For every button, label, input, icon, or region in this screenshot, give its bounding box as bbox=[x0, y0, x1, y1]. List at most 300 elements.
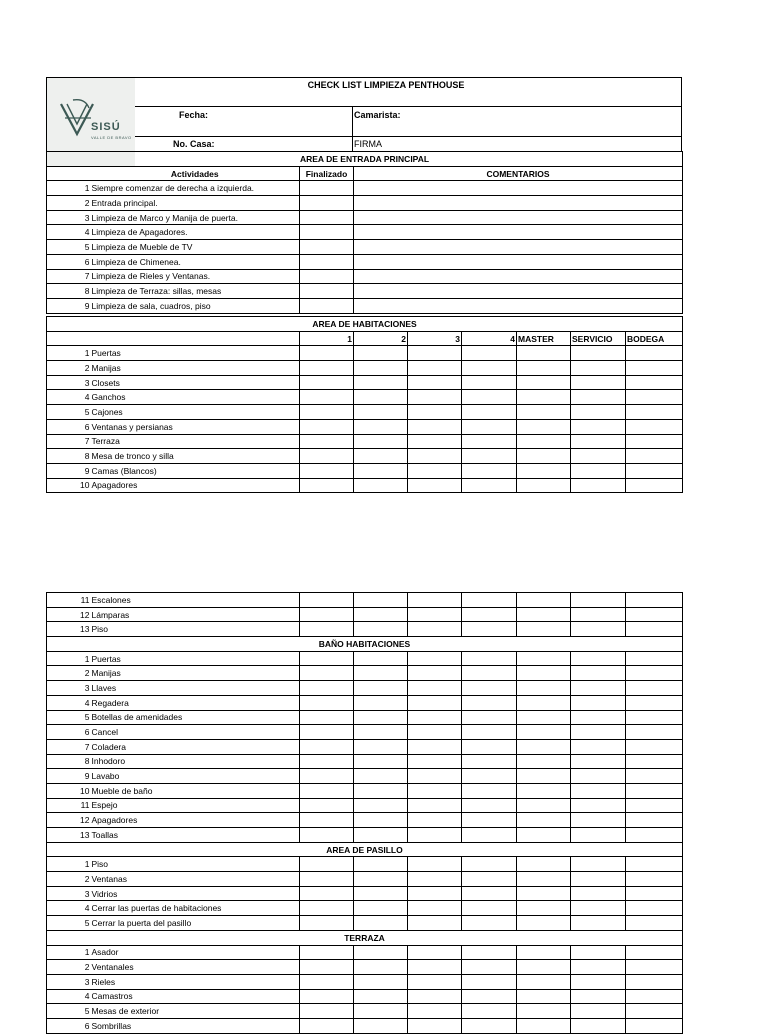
check-cell[interactable] bbox=[300, 346, 354, 361]
check-cell[interactable] bbox=[626, 478, 683, 493]
check-cell[interactable] bbox=[300, 945, 354, 960]
check-cell[interactable] bbox=[408, 783, 462, 798]
check-cell[interactable] bbox=[571, 666, 626, 681]
check-cell[interactable] bbox=[571, 434, 626, 449]
comentarios-cell[interactable] bbox=[354, 298, 683, 313]
check-cell[interactable] bbox=[300, 593, 354, 608]
check-cell[interactable] bbox=[300, 681, 354, 696]
check-cell[interactable] bbox=[300, 857, 354, 872]
check-cell[interactable] bbox=[300, 390, 354, 405]
check-cell[interactable] bbox=[571, 769, 626, 784]
check-cell[interactable] bbox=[300, 405, 354, 420]
check-cell[interactable] bbox=[462, 710, 517, 725]
check-cell[interactable] bbox=[408, 857, 462, 872]
check-cell[interactable] bbox=[408, 434, 462, 449]
check-cell[interactable] bbox=[571, 1018, 626, 1033]
check-cell[interactable] bbox=[354, 651, 408, 666]
check-cell[interactable] bbox=[354, 622, 408, 637]
check-cell[interactable] bbox=[626, 916, 683, 931]
comentarios-cell[interactable] bbox=[354, 284, 683, 299]
check-cell[interactable] bbox=[517, 783, 571, 798]
check-cell[interactable] bbox=[408, 651, 462, 666]
comentarios-cell[interactable] bbox=[354, 269, 683, 284]
check-cell[interactable] bbox=[300, 375, 354, 390]
check-cell[interactable] bbox=[571, 798, 626, 813]
check-cell[interactable] bbox=[408, 916, 462, 931]
check-cell[interactable] bbox=[462, 974, 517, 989]
check-cell[interactable] bbox=[462, 651, 517, 666]
check-cell[interactable] bbox=[626, 710, 683, 725]
check-cell[interactable] bbox=[626, 783, 683, 798]
check-cell[interactable] bbox=[354, 390, 408, 405]
check-cell[interactable] bbox=[462, 666, 517, 681]
check-cell[interactable] bbox=[408, 478, 462, 493]
check-cell[interactable] bbox=[408, 622, 462, 637]
check-cell[interactable] bbox=[626, 769, 683, 784]
check-cell[interactable] bbox=[626, 622, 683, 637]
check-cell[interactable] bbox=[354, 974, 408, 989]
check-cell[interactable] bbox=[462, 945, 517, 960]
check-cell[interactable] bbox=[571, 346, 626, 361]
check-cell[interactable] bbox=[408, 769, 462, 784]
check-cell[interactable] bbox=[408, 405, 462, 420]
check-cell[interactable] bbox=[517, 769, 571, 784]
check-cell[interactable] bbox=[517, 725, 571, 740]
check-cell[interactable] bbox=[300, 449, 354, 464]
row-label: Botellas de amenidades bbox=[91, 710, 300, 725]
check-cell[interactable] bbox=[408, 346, 462, 361]
check-cell[interactable] bbox=[354, 593, 408, 608]
row-label: Apagadores bbox=[91, 813, 300, 828]
check-cell[interactable] bbox=[626, 886, 683, 901]
check-cell[interactable] bbox=[300, 710, 354, 725]
check-cell[interactable] bbox=[462, 1004, 517, 1019]
check-cell[interactable] bbox=[626, 695, 683, 710]
check-cell[interactable] bbox=[300, 622, 354, 637]
check-cell[interactable] bbox=[517, 872, 571, 887]
check-cell[interactable] bbox=[408, 813, 462, 828]
check-cell[interactable] bbox=[354, 989, 408, 1004]
check-cell[interactable] bbox=[517, 346, 571, 361]
check-cell[interactable] bbox=[571, 886, 626, 901]
check-cell[interactable] bbox=[626, 725, 683, 740]
check-cell[interactable] bbox=[517, 739, 571, 754]
check-cell[interactable] bbox=[517, 593, 571, 608]
check-cell[interactable] bbox=[626, 945, 683, 960]
check-cell[interactable] bbox=[300, 872, 354, 887]
check-cell[interactable] bbox=[626, 1004, 683, 1019]
check-cell[interactable] bbox=[300, 434, 354, 449]
check-cell[interactable] bbox=[408, 754, 462, 769]
check-cell[interactable] bbox=[300, 989, 354, 1004]
col-header: MASTER bbox=[517, 331, 571, 346]
check-cell[interactable] bbox=[300, 361, 354, 376]
check-cell[interactable] bbox=[462, 901, 517, 916]
comentarios-cell[interactable] bbox=[354, 254, 683, 269]
finalizado-cell[interactable] bbox=[300, 284, 354, 299]
check-cell[interactable] bbox=[354, 607, 408, 622]
check-cell[interactable] bbox=[354, 916, 408, 931]
check-cell[interactable] bbox=[517, 375, 571, 390]
check-cell[interactable] bbox=[571, 989, 626, 1004]
check-cell[interactable] bbox=[517, 463, 571, 478]
check-cell[interactable] bbox=[571, 813, 626, 828]
check-cell[interactable] bbox=[300, 651, 354, 666]
check-cell[interactable] bbox=[571, 1004, 626, 1019]
check-cell[interactable] bbox=[354, 725, 408, 740]
check-cell[interactable] bbox=[571, 974, 626, 989]
check-cell[interactable] bbox=[571, 651, 626, 666]
row-number: 13 bbox=[47, 622, 91, 637]
check-cell[interactable] bbox=[462, 813, 517, 828]
check-cell[interactable] bbox=[517, 419, 571, 434]
row-number: 9 bbox=[47, 463, 91, 478]
check-cell[interactable] bbox=[462, 754, 517, 769]
check-cell[interactable] bbox=[408, 419, 462, 434]
check-cell[interactable] bbox=[354, 666, 408, 681]
check-cell[interactable] bbox=[517, 361, 571, 376]
check-cell[interactable] bbox=[517, 813, 571, 828]
check-cell[interactable] bbox=[462, 622, 517, 637]
check-cell[interactable] bbox=[354, 478, 408, 493]
check-cell[interactable] bbox=[300, 813, 354, 828]
check-cell[interactable] bbox=[354, 419, 408, 434]
col-header: BODEGA bbox=[626, 331, 683, 346]
check-cell[interactable] bbox=[626, 346, 683, 361]
check-cell[interactable] bbox=[571, 695, 626, 710]
check-cell[interactable] bbox=[408, 390, 462, 405]
check-cell[interactable] bbox=[300, 1018, 354, 1033]
check-cell[interactable] bbox=[462, 405, 517, 420]
check-cell[interactable] bbox=[626, 739, 683, 754]
row-number: 1 bbox=[47, 346, 91, 361]
check-cell[interactable] bbox=[354, 872, 408, 887]
check-cell[interactable] bbox=[408, 681, 462, 696]
check-cell[interactable] bbox=[626, 974, 683, 989]
check-cell[interactable] bbox=[300, 769, 354, 784]
check-cell[interactable] bbox=[462, 769, 517, 784]
habitaciones-table bbox=[46, 316, 683, 493]
check-cell[interactable] bbox=[462, 361, 517, 376]
check-cell[interactable] bbox=[300, 695, 354, 710]
check-cell[interactable] bbox=[462, 478, 517, 493]
table-row bbox=[47, 478, 683, 493]
check-cell[interactable] bbox=[408, 710, 462, 725]
check-cell[interactable] bbox=[571, 945, 626, 960]
check-cell[interactable] bbox=[354, 346, 408, 361]
check-cell[interactable] bbox=[462, 916, 517, 931]
check-cell[interactable] bbox=[300, 419, 354, 434]
check-cell[interactable] bbox=[571, 390, 626, 405]
check-cell[interactable] bbox=[462, 886, 517, 901]
check-cell[interactable] bbox=[462, 463, 517, 478]
comentarios-cell[interactable] bbox=[354, 196, 683, 211]
check-cell[interactable] bbox=[354, 463, 408, 478]
check-cell[interactable] bbox=[462, 434, 517, 449]
check-cell[interactable] bbox=[626, 449, 683, 464]
check-cell[interactable] bbox=[517, 828, 571, 843]
check-cell[interactable] bbox=[571, 478, 626, 493]
row-label: Puertas bbox=[91, 346, 300, 361]
check-cell[interactable] bbox=[462, 739, 517, 754]
check-cell[interactable] bbox=[354, 798, 408, 813]
check-cell[interactable] bbox=[408, 449, 462, 464]
check-cell[interactable] bbox=[354, 769, 408, 784]
check-cell[interactable] bbox=[354, 783, 408, 798]
check-cell[interactable] bbox=[626, 989, 683, 1004]
check-cell[interactable] bbox=[462, 607, 517, 622]
check-cell[interactable] bbox=[462, 960, 517, 975]
check-cell[interactable] bbox=[626, 361, 683, 376]
check-cell[interactable] bbox=[408, 901, 462, 916]
check-cell[interactable] bbox=[571, 622, 626, 637]
check-cell[interactable] bbox=[408, 974, 462, 989]
col-comentarios: COMENTARIOS bbox=[354, 166, 683, 181]
finalizado-cell[interactable] bbox=[300, 210, 354, 225]
check-cell[interactable] bbox=[300, 798, 354, 813]
check-cell[interactable] bbox=[626, 375, 683, 390]
check-cell[interactable] bbox=[462, 390, 517, 405]
check-cell[interactable] bbox=[626, 419, 683, 434]
table-row bbox=[47, 974, 683, 989]
check-cell[interactable] bbox=[571, 593, 626, 608]
check-cell[interactable] bbox=[300, 916, 354, 931]
check-cell[interactable] bbox=[571, 916, 626, 931]
check-cell[interactable] bbox=[300, 754, 354, 769]
check-cell[interactable] bbox=[626, 434, 683, 449]
check-cell[interactable] bbox=[517, 651, 571, 666]
check-cell[interactable] bbox=[571, 725, 626, 740]
check-cell[interactable] bbox=[571, 607, 626, 622]
finalizado-cell[interactable] bbox=[300, 240, 354, 255]
check-cell[interactable] bbox=[300, 960, 354, 975]
check-cell[interactable] bbox=[300, 725, 354, 740]
check-cell[interactable] bbox=[517, 989, 571, 1004]
check-cell[interactable] bbox=[626, 651, 683, 666]
check-cell[interactable] bbox=[571, 405, 626, 420]
check-cell[interactable] bbox=[626, 857, 683, 872]
check-cell[interactable] bbox=[300, 478, 354, 493]
check-cell[interactable] bbox=[462, 695, 517, 710]
row-label: Apagadores bbox=[91, 478, 300, 493]
check-cell[interactable] bbox=[571, 710, 626, 725]
row-label: Mesa de tronco y silla bbox=[91, 449, 300, 464]
check-cell[interactable] bbox=[354, 828, 408, 843]
finalizado-cell[interactable] bbox=[300, 269, 354, 284]
check-cell[interactable] bbox=[517, 1004, 571, 1019]
check-cell[interactable] bbox=[354, 1018, 408, 1033]
check-cell[interactable] bbox=[354, 710, 408, 725]
check-cell[interactable] bbox=[626, 1018, 683, 1033]
check-cell[interactable] bbox=[571, 783, 626, 798]
check-cell[interactable] bbox=[354, 857, 408, 872]
check-cell[interactable] bbox=[408, 960, 462, 975]
check-cell[interactable] bbox=[462, 798, 517, 813]
check-cell[interactable] bbox=[462, 593, 517, 608]
check-cell[interactable] bbox=[571, 754, 626, 769]
section-bano-title: BAÑO HABITACIONES bbox=[47, 637, 683, 652]
check-cell[interactable] bbox=[300, 828, 354, 843]
check-cell[interactable] bbox=[408, 607, 462, 622]
check-cell[interactable] bbox=[462, 449, 517, 464]
comentarios-cell[interactable] bbox=[354, 181, 683, 196]
row-number: 5 bbox=[47, 240, 91, 255]
check-cell[interactable] bbox=[408, 739, 462, 754]
check-cell[interactable] bbox=[626, 813, 683, 828]
check-cell[interactable] bbox=[517, 901, 571, 916]
check-cell[interactable] bbox=[354, 901, 408, 916]
comentarios-cell[interactable] bbox=[354, 210, 683, 225]
row-number: 11 bbox=[47, 593, 91, 608]
check-cell[interactable] bbox=[300, 666, 354, 681]
check-cell[interactable] bbox=[354, 695, 408, 710]
check-cell[interactable] bbox=[517, 886, 571, 901]
check-cell[interactable] bbox=[462, 725, 517, 740]
check-cell[interactable] bbox=[354, 405, 408, 420]
check-cell[interactable] bbox=[354, 681, 408, 696]
check-cell[interactable] bbox=[571, 449, 626, 464]
continuation-table bbox=[46, 592, 683, 1034]
check-cell[interactable] bbox=[354, 960, 408, 975]
check-cell[interactable] bbox=[517, 695, 571, 710]
check-cell[interactable] bbox=[462, 857, 517, 872]
check-cell[interactable] bbox=[626, 754, 683, 769]
comentarios-cell[interactable] bbox=[354, 225, 683, 240]
check-cell[interactable] bbox=[517, 857, 571, 872]
check-cell[interactable] bbox=[408, 593, 462, 608]
check-cell[interactable] bbox=[300, 1004, 354, 1019]
check-cell[interactable] bbox=[300, 463, 354, 478]
check-cell[interactable] bbox=[517, 916, 571, 931]
check-cell[interactable] bbox=[354, 1004, 408, 1019]
finalizado-cell[interactable] bbox=[300, 254, 354, 269]
row-number: 4 bbox=[47, 901, 91, 916]
check-cell[interactable] bbox=[354, 813, 408, 828]
check-cell[interactable] bbox=[626, 666, 683, 681]
check-cell[interactable] bbox=[408, 1018, 462, 1033]
finalizado-cell[interactable] bbox=[300, 298, 354, 313]
row-label: Espejo bbox=[91, 798, 300, 813]
check-cell[interactable] bbox=[517, 681, 571, 696]
check-cell[interactable] bbox=[517, 405, 571, 420]
check-cell[interactable] bbox=[408, 872, 462, 887]
check-cell[interactable] bbox=[571, 375, 626, 390]
check-cell[interactable] bbox=[571, 828, 626, 843]
check-cell[interactable] bbox=[571, 419, 626, 434]
check-cell[interactable] bbox=[408, 886, 462, 901]
check-cell[interactable] bbox=[571, 739, 626, 754]
check-cell[interactable] bbox=[626, 798, 683, 813]
check-cell[interactable] bbox=[408, 798, 462, 813]
check-cell[interactable] bbox=[571, 872, 626, 887]
check-cell[interactable] bbox=[462, 783, 517, 798]
check-cell[interactable] bbox=[462, 346, 517, 361]
check-cell[interactable] bbox=[408, 361, 462, 376]
check-cell[interactable] bbox=[517, 607, 571, 622]
check-cell[interactable] bbox=[517, 478, 571, 493]
finalizado-cell[interactable] bbox=[300, 225, 354, 240]
check-cell[interactable] bbox=[571, 901, 626, 916]
check-cell[interactable] bbox=[626, 681, 683, 696]
check-cell[interactable] bbox=[462, 419, 517, 434]
check-cell[interactable] bbox=[462, 1018, 517, 1033]
check-cell[interactable] bbox=[517, 945, 571, 960]
check-cell[interactable] bbox=[354, 361, 408, 376]
check-cell[interactable] bbox=[517, 1018, 571, 1033]
table-row bbox=[47, 254, 683, 269]
check-cell[interactable] bbox=[571, 857, 626, 872]
check-cell[interactable] bbox=[354, 449, 408, 464]
check-cell[interactable] bbox=[354, 945, 408, 960]
table-row bbox=[47, 210, 683, 225]
finalizado-cell[interactable] bbox=[300, 181, 354, 196]
check-cell[interactable] bbox=[517, 798, 571, 813]
check-cell[interactable] bbox=[300, 607, 354, 622]
check-cell[interactable] bbox=[408, 463, 462, 478]
check-cell[interactable] bbox=[408, 695, 462, 710]
check-cell[interactable] bbox=[571, 681, 626, 696]
check-cell[interactable] bbox=[408, 725, 462, 740]
check-cell[interactable] bbox=[300, 974, 354, 989]
check-cell[interactable] bbox=[408, 666, 462, 681]
check-cell[interactable] bbox=[408, 989, 462, 1004]
check-cell[interactable] bbox=[517, 449, 571, 464]
check-cell[interactable] bbox=[626, 960, 683, 975]
check-cell[interactable] bbox=[462, 375, 517, 390]
check-cell[interactable] bbox=[408, 945, 462, 960]
check-cell[interactable] bbox=[300, 901, 354, 916]
check-cell[interactable] bbox=[408, 375, 462, 390]
check-cell[interactable] bbox=[626, 872, 683, 887]
check-cell[interactable] bbox=[462, 989, 517, 1004]
comentarios-cell[interactable] bbox=[354, 240, 683, 255]
check-cell[interactable] bbox=[408, 1004, 462, 1019]
check-cell[interactable] bbox=[517, 622, 571, 637]
check-cell[interactable] bbox=[626, 607, 683, 622]
check-cell[interactable] bbox=[462, 872, 517, 887]
check-cell[interactable] bbox=[300, 886, 354, 901]
check-cell[interactable] bbox=[354, 886, 408, 901]
check-cell[interactable] bbox=[408, 828, 462, 843]
check-cell[interactable] bbox=[354, 434, 408, 449]
check-cell[interactable] bbox=[571, 463, 626, 478]
check-cell[interactable] bbox=[517, 710, 571, 725]
check-cell[interactable] bbox=[517, 434, 571, 449]
check-cell[interactable] bbox=[626, 390, 683, 405]
check-cell[interactable] bbox=[626, 405, 683, 420]
row-label: Mesas de exterior bbox=[91, 1004, 300, 1019]
check-cell[interactable] bbox=[462, 681, 517, 696]
check-cell[interactable] bbox=[517, 666, 571, 681]
check-cell[interactable] bbox=[354, 739, 408, 754]
finalizado-cell[interactable] bbox=[300, 196, 354, 211]
check-cell[interactable] bbox=[626, 828, 683, 843]
check-cell[interactable] bbox=[626, 593, 683, 608]
check-cell[interactable] bbox=[517, 974, 571, 989]
check-cell[interactable] bbox=[571, 960, 626, 975]
check-cell[interactable] bbox=[571, 361, 626, 376]
check-cell[interactable] bbox=[626, 463, 683, 478]
check-cell[interactable] bbox=[300, 739, 354, 754]
check-cell[interactable] bbox=[300, 783, 354, 798]
check-cell[interactable] bbox=[517, 960, 571, 975]
check-cell[interactable] bbox=[626, 901, 683, 916]
check-cell[interactable] bbox=[462, 828, 517, 843]
check-cell[interactable] bbox=[517, 390, 571, 405]
check-cell[interactable] bbox=[517, 754, 571, 769]
check-cell[interactable] bbox=[354, 375, 408, 390]
check-cell[interactable] bbox=[354, 754, 408, 769]
